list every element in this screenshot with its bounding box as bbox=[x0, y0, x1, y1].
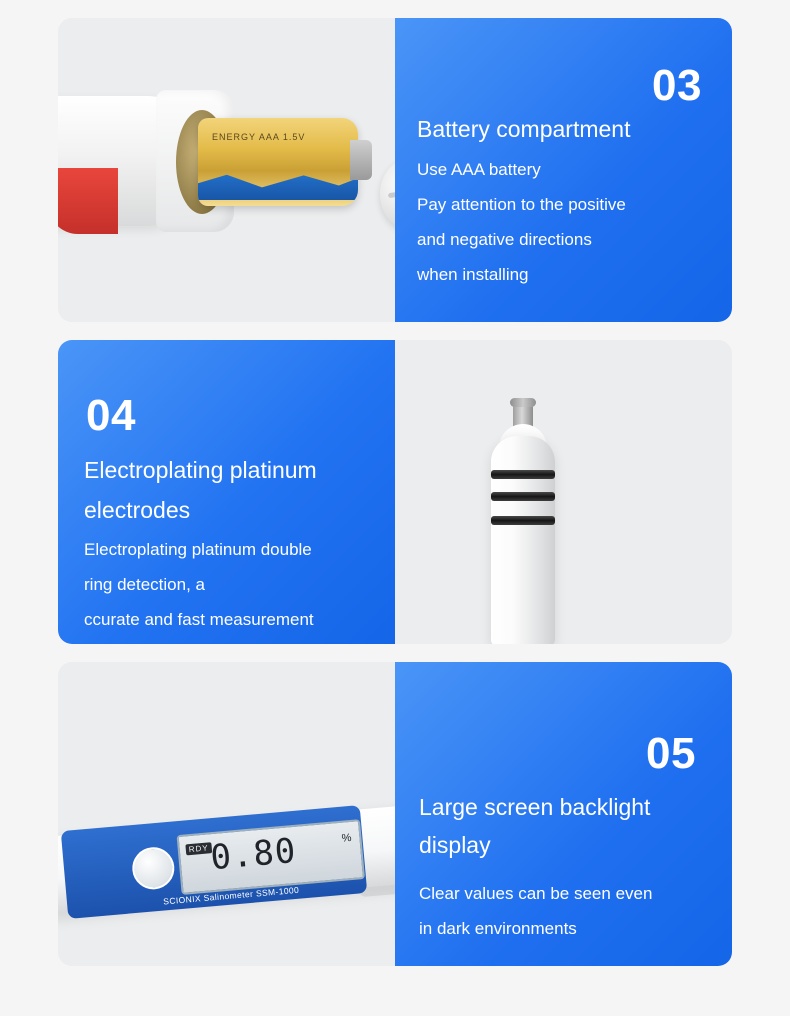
feature-body-line: Electroplating platinum double bbox=[84, 540, 312, 559]
feature-body-line: and negative directions bbox=[417, 230, 592, 249]
feature-body-line: Clear values can be seen even bbox=[419, 884, 653, 903]
lcd-unit: % bbox=[341, 831, 352, 845]
feature-image-display bbox=[58, 662, 395, 966]
platinum-electrode-photo bbox=[395, 340, 732, 644]
power-button[interactable] bbox=[131, 846, 177, 892]
electrode-ring bbox=[491, 492, 555, 501]
feature-body-line: Use AAA battery bbox=[417, 160, 541, 179]
feature-card-03 bbox=[58, 18, 732, 322]
lcd-status-badge: RDY bbox=[185, 842, 212, 855]
feature-card-04 bbox=[58, 340, 732, 644]
feature-body-05 bbox=[419, 876, 710, 946]
battery-cover-cap bbox=[380, 158, 395, 230]
lcd-screen bbox=[177, 819, 366, 895]
feature-text-05 bbox=[395, 662, 732, 966]
meter-blue-panel bbox=[61, 805, 368, 919]
feature-body-line: ring detection, a bbox=[84, 575, 205, 594]
battery-label-text: ENERGY AAA 1.5V bbox=[212, 132, 306, 142]
feature-number-04: 04 bbox=[86, 391, 136, 440]
feature-card-05 bbox=[58, 662, 732, 966]
feature-image-electrode bbox=[395, 340, 732, 644]
feature-number-05: 05 bbox=[646, 729, 696, 778]
aaa-battery bbox=[198, 118, 358, 206]
meter-faceplate bbox=[58, 796, 395, 928]
battery-positive-tip bbox=[350, 140, 372, 180]
feature-text-03 bbox=[395, 18, 732, 322]
meter-red-accent bbox=[58, 168, 118, 234]
lcd-value: 0.80 bbox=[208, 830, 298, 879]
device-brand-text: SCIONIX Salinometer SSM-1000 bbox=[162, 884, 300, 907]
electrode-shaft bbox=[491, 436, 555, 644]
feature-body-04 bbox=[84, 532, 373, 637]
feature-body-line: Pay attention to the positive bbox=[417, 195, 626, 214]
feature-text-04 bbox=[58, 340, 395, 644]
feature-body-line: in dark environments bbox=[419, 919, 577, 938]
feature-body-line: ccurate and fast measurement bbox=[84, 610, 314, 629]
feature-body-03 bbox=[417, 152, 710, 292]
electrode-ring bbox=[491, 470, 555, 479]
battery-wave-graphic bbox=[198, 172, 358, 200]
electrode-ring bbox=[491, 516, 555, 525]
feature-heading-04: Electroplating platinum electrodes bbox=[84, 457, 317, 523]
feature-body-line: when installing bbox=[417, 265, 529, 284]
feature-heading-03: Battery compartment bbox=[417, 116, 631, 142]
feature-image-battery bbox=[58, 18, 395, 322]
battery-compartment-photo bbox=[58, 18, 395, 322]
feature-number-03: 03 bbox=[652, 61, 702, 110]
backlight-display-photo bbox=[58, 662, 395, 966]
feature-heading-05: Large screen backlight display bbox=[419, 794, 651, 858]
